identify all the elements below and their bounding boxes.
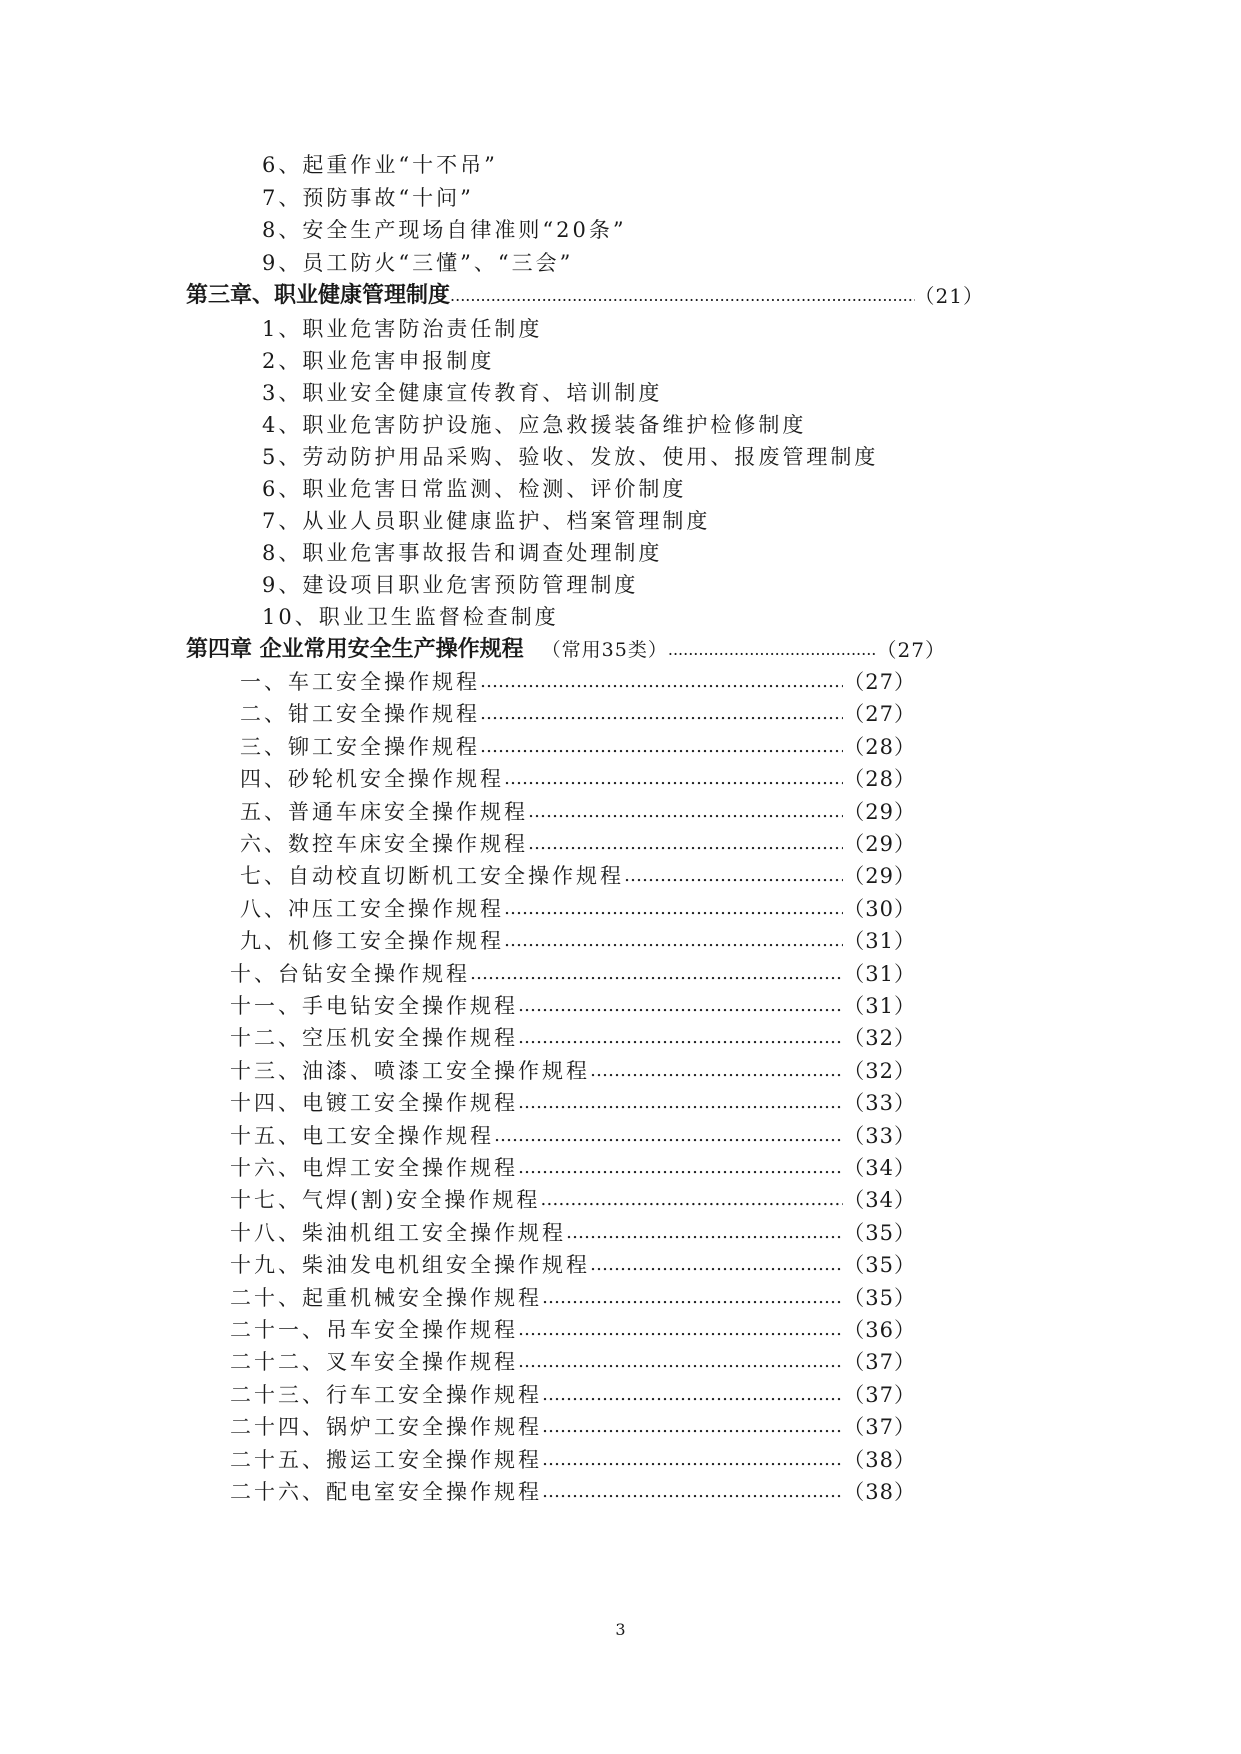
toc-entry-page: （32） [843,1058,916,1083]
toc-item: 2、职业危害申报制度 [262,349,495,373]
toc-item: 10、职业卫生监督检查制度 [262,605,559,629]
toc-item: 6、起重作业“十不吊” [262,153,498,177]
toc-entry-label: 四、砂轮机安全操作规程 [240,767,504,792]
toc-entry-label: 五、普通车床安全操作规程 [240,799,528,824]
leader-dots [470,958,843,990]
toc-entry[interactable] [230,1411,916,1443]
leader-dots [494,1120,843,1152]
toc-entry[interactable] [230,1120,916,1152]
toc-entry-page: （35） [843,1285,916,1310]
leader-dots [450,280,915,312]
toc-entry[interactable] [230,1152,916,1184]
toc-entry-label: 十七、气焊(割)安全操作规程 [230,1188,541,1213]
leader-dots [504,925,843,957]
leader-dots [542,1282,843,1314]
toc-entry-label: 二十三、行车工安全操作规程 [230,1382,542,1407]
leader-dots [542,1379,843,1411]
toc-item: 9、员工防火“三懂”、“三会” [262,251,574,275]
toc-entry-page: （35） [843,1220,916,1245]
toc-entry[interactable] [230,1346,916,1378]
leader-dots [504,893,843,925]
toc-entry-page: （38） [843,1480,916,1504]
toc-item: 6、职业危害日常监测、检测、评价制度 [262,477,687,501]
toc-entry-label: 二十六、配电室安全操作规程 [230,1480,542,1504]
leader-dots [518,1022,843,1054]
chapter-subtitle: （常用35类） [541,639,668,661]
toc-entry[interactable] [240,925,916,957]
toc-entry-page: （36） [843,1318,916,1342]
leader-dots [566,1217,843,1249]
leader-dots [518,1346,843,1378]
toc-entry-page: （31） [843,961,916,986]
toc-entry-page: （35） [843,1253,916,1278]
toc-entry-label: 二十、起重机械安全操作规程 [230,1285,542,1310]
leader-dots [540,1184,843,1216]
toc-entry-label: 二十五、搬运工安全操作规程 [230,1447,542,1472]
toc-entry-page: （29） [843,799,916,824]
toc-entry-page: （30） [843,896,916,921]
leader-dots [542,1444,843,1476]
toc-entry-page: （37） [843,1350,916,1375]
leader-dots [590,1249,843,1281]
leader-dots [624,860,843,892]
toc-entry-label: 二、钳工安全操作规程 [240,702,480,727]
page-number: 3 [615,1620,626,1639]
leader-dots [518,1314,843,1346]
toc-entry[interactable] [230,1282,916,1314]
toc-entry-page: （31） [843,929,916,954]
toc-entry-page: （34） [843,1188,916,1213]
leader-dots [518,1087,843,1119]
toc-entry-page: （31） [843,994,916,1018]
toc-entry-label: 八、冲压工安全操作规程 [240,896,504,921]
toc-entry-page: （28） [843,767,916,792]
toc-entry-label: 十八、柴油机组工安全操作规程 [230,1220,566,1245]
toc-entry-page: （33） [843,1091,916,1116]
toc-entry-label: 九、机修工安全操作规程 [240,929,504,954]
leader-dots [480,698,843,730]
toc-entry-label: 十五、电工安全操作规程 [230,1123,494,1148]
toc-entry-page: （33） [843,1123,916,1148]
toc-entry-label: 十二、空压机安全操作规程 [230,1026,518,1051]
chapter-title: 第四章 企业常用安全生产操作规程 [186,637,524,662]
chapter-heading-3[interactable] [186,280,984,312]
leader-dots [480,666,843,698]
toc-entry[interactable] [230,1184,916,1216]
toc-entry[interactable] [230,1055,916,1087]
toc-entry[interactable] [230,1379,916,1411]
toc-entry[interactable] [230,1444,916,1476]
toc-entry[interactable] [230,1249,916,1281]
toc-entry-page: （37） [843,1382,916,1407]
toc-item: 5、劳动防护用品采购、验收、发放、使用、报废管理制度 [262,445,879,469]
toc-entry-label: 十、台钻安全操作规程 [230,961,470,986]
toc-item: 7、预防事故“十问” [262,186,474,210]
toc-entry[interactable] [230,1217,916,1249]
toc-entry-label: 十一、手电钻安全操作规程 [230,994,518,1018]
toc-entry-label: 十三、油漆、喷漆工安全操作规程 [230,1058,590,1083]
leader-dots [590,1055,843,1087]
toc-entry[interactable] [230,958,916,990]
toc-entry-label: 十九、柴油发电机组安全操作规程 [230,1253,590,1278]
toc-entry[interactable] [240,698,916,730]
leader-dots [542,1476,843,1508]
toc-item: 7、从业人员职业健康监护、档案管理制度 [262,509,711,533]
toc-item: 4、职业危害防护设施、应急救援装备维护检修制度 [262,413,807,437]
toc-entry-page: （32） [843,1026,916,1051]
leader-dots [518,1152,843,1184]
toc-entry[interactable] [240,796,916,828]
toc-entry-label: 一、车工安全操作规程 [240,670,480,694]
toc-entry[interactable] [240,860,916,892]
toc-entry[interactable] [230,1314,916,1346]
leader-dots [528,828,843,860]
toc-entry-page: （27） [843,702,916,727]
chapter-title: 第三章、职业健康管理制度 [186,283,451,308]
toc-entry[interactable] [230,1087,916,1119]
toc-entry[interactable] [230,1022,916,1054]
toc-entry-label: 七、自动校直切断机工安全操作规程 [240,864,624,889]
leader-dots [542,1411,843,1443]
toc-entry-page: （38） [843,1447,916,1472]
toc-entry[interactable] [240,666,916,698]
toc-entry[interactable] [240,828,916,860]
toc-item: 1、职业危害防治责任制度 [262,317,543,341]
chapter-page: （27） [876,638,946,662]
toc-entry-page: （27） [843,670,916,694]
leader-dots [528,796,843,828]
toc-item: 8、安全生产现场自律准则“20条” [262,218,627,242]
toc-entry-label: 二十二、叉车安全操作规程 [230,1350,518,1375]
toc-entry-page: （28） [843,734,916,759]
toc-entry-label: 十六、电焊工安全操作规程 [230,1156,518,1180]
chapter-page: （21） [914,284,984,308]
toc-entry-page: （29） [843,864,916,889]
toc-entry-label: 二十四、锅炉工安全操作规程 [230,1415,542,1440]
toc-entry-label: 三、铆工安全操作规程 [240,734,480,759]
toc-entry-page: （29） [843,832,916,856]
toc-entry[interactable] [230,990,916,1022]
toc-entry[interactable] [230,1476,916,1508]
leader-dots [668,634,877,666]
toc-item: 9、建设项目职业危害预防管理制度 [262,573,639,597]
toc-entry-label: 六、数控车床安全操作规程 [240,832,528,856]
toc-entry-page: （37） [843,1415,916,1440]
toc-entry-page: （34） [843,1156,916,1180]
chapter-heading-4[interactable] [186,634,946,666]
toc-item: 8、职业危害事故报告和调查处理制度 [262,541,663,565]
leader-dots [480,731,843,763]
toc-entry[interactable] [240,893,916,925]
toc-item: 3、职业安全健康宣传教育、培训制度 [262,381,663,405]
toc-entry[interactable] [240,731,916,763]
toc-entry-label: 十四、电镀工安全操作规程 [230,1091,518,1116]
leader-dots [504,763,843,795]
leader-dots [518,990,843,1022]
toc-entry-label: 二十一、吊车安全操作规程 [230,1318,518,1342]
toc-entry[interactable] [240,763,916,795]
